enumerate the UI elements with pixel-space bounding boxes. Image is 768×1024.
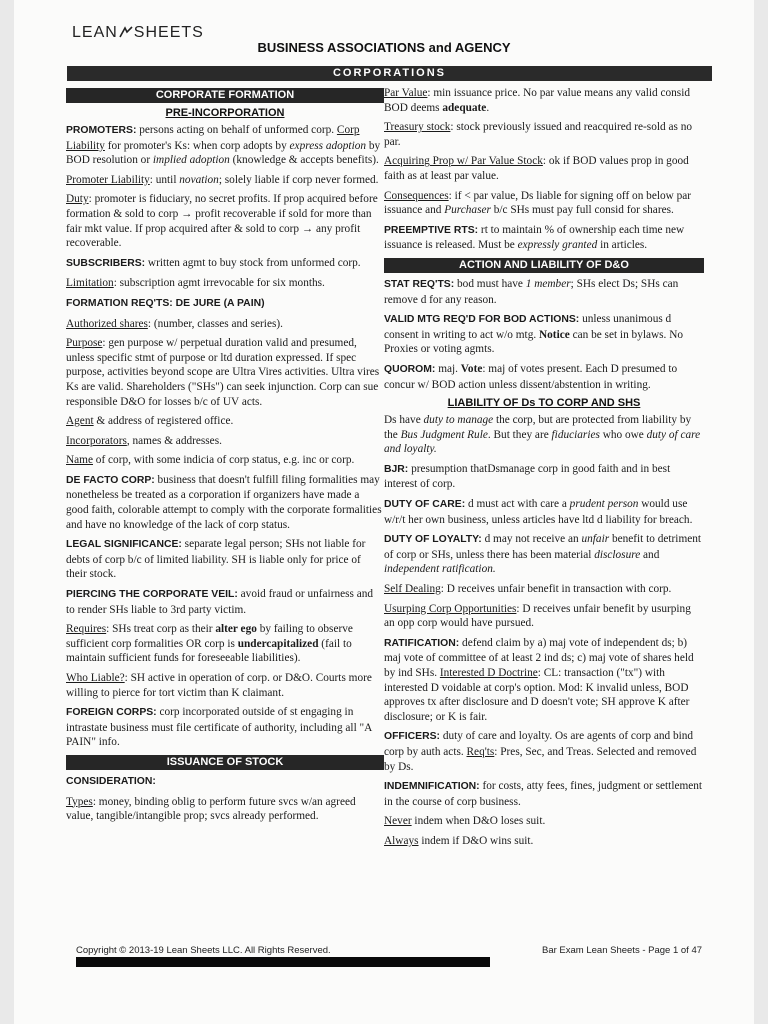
leaf-icon [118,26,134,38]
document-page [14,0,754,1024]
piercing-veil-paragraph: PIERCING THE CORPORATE VEIL: avoid fraud or unfairness and to render SHs liable to 3rd party victim. [66,588,374,616]
pre-incorporation-subheading: PRE-INCORPORATION [165,107,285,119]
authorized-shares-paragraph: Authorized shares: (number, classes and series). [66,317,283,330]
name-paragraph: Name of corp, with some indicia of corp status, e.g. inc or corp. [66,454,355,467]
valid-meeting-paragraph: VALID MTG REQ'D FOR BOD ACTIONS: unless unanimous d consent in writing to act w/o mtg. Notice can be set in bylaws. No Proxies or voting agmts. [384,313,684,356]
preemptive-rights-paragraph: PREEMPTIVE RTS: rt to maintain % of ownership each time new issuance is released. Must be expressly granted in articles. [384,223,685,252]
subscribers-paragraph: SUBSCRIBERS: written agmt to buy stock from unformed corp. [66,256,361,269]
duty-of-loyalty-paragraph: DUTY OF LOYALTY: d may not receive an unfair benefit to detriment of corp or SHs, unless there has been material disclosure and independent ratification. [384,533,702,576]
requires-paragraph: Requires: SHs treat corp as their alter ego by failing to observe sufficient corp formalities OR corp is undercapitalized (fail to maintain sufficient funds for foreseeable liabilities). [66,623,353,665]
consideration-heading: CONSIDERATION: [66,775,156,787]
foreign-corps-paragraph: FOREIGN CORPS: corp incorporated outside of st engaging in intrastate business must file certificate of authority, including all "A PAIN" info. [66,706,372,749]
section-band-label: CORPORATIONS [327,67,452,79]
copyright-text: Copyright © 2013-19 Lean Sheets LLC. All Rights Reserved. [76,945,331,956]
consequences-paragraph: Consequences: if < par value, Ds liable for signing off on below par issuance and Purchaser b/c SHs must pay full consid for shares. [384,189,692,217]
left-column [66,86,384,829]
de-facto-paragraph: DE FACTO CORP: business that doesn't fulfill filing formalities may nonetheless be treated as a corporation if organizers have made a good faith, colorable attempt to comply with the corporate formalities and have no knowledge of the lack of corp status. [66,473,382,531]
bjr-paragraph: BJR: presumption thatDsmanage corp in good faith and in best interest of corp. [384,462,671,491]
section-band [67,66,712,81]
document-title: BUSINESS ASSOCIATIONS and AGENCY [257,40,511,55]
limitation-paragraph: Limitation: subscription agmt irrevocable for six months. [66,277,325,290]
stat-reqs-paragraph: STAT REQ'TS: bod must have 1 member; SHs elect Ds; SHs can remove d for any reason. [384,277,679,306]
purpose-paragraph: Purpose: gen purpose w/ perpetual duration valid and presumed, unless specific stmt of purpose or ltd duration expressed. If spec purpose, activities beyond scope are Ultra Vires activities. Ultra vires Ks are valid. Shareholders ("SHs") can seek injunction. Corp can sue responsible D&O for losses b/c of UV acts. [66,337,380,408]
liability-subheading: LIABILITY OF Ds TO CORP AND SHS [447,397,641,410]
logo-text-right: SHEETS [133,24,204,41]
incorporators-paragraph: Incorporators, names & addresses. [66,434,222,447]
self-dealing-paragraph: Self Dealing: D receives unfair benefit in transaction with corp. [384,583,672,596]
formation-reqs-heading: FORMATION REQ'TS: DE JURE (A PAIN) [66,297,265,309]
duty-of-care-paragraph: DUTY OF CARE: d must act with care a prudent person would use w/r/t her own business, unless articles have ltd d liability for breach. [384,498,693,526]
treasury-stock-paragraph: Treasury stock: stock previously issued and reacquired re-sold as no par. [384,121,692,148]
promoters-paragraph: PROMOTERS: persons acting on behalf of unformed corp. Corp Liability for promoter's Ks: when corp adopts by express adoption by BOD resolution or implied adoption (knowledge & accepts benefits). [66,124,381,167]
logo-text-left: LEAN [72,24,118,41]
indemnification-paragraph: INDEMNIFICATION: for costs, atty fees, fines, judgment or settlement in the course of corp business. [384,780,703,808]
legal-significance-paragraph: LEGAL SIGNIFICANCE: separate legal person; SHs not liable for debts of corp b/c of limited liability. SH is liable only for price of their stock. [66,538,366,581]
quorum-paragraph: QUOROM: maj. Vote: maj of votes present. Each D presumed to concur w/ BOD action unless dissent/abstention in writing. [384,362,678,391]
corporate-formation-heading: CORPORATE FORMATION [66,88,384,103]
page-number: Bar Exam Lean Sheets - Page 1 of 47 [542,945,703,956]
action-liability-heading: ACTION AND LIABILITY OF D&O [384,258,704,273]
never-paragraph: Never indem when D&O loses suit. [384,815,546,828]
footer-rule [76,957,490,967]
officers-paragraph: OFFICERS: duty of care and loyalty. Os are agents of corp and bind corp by auth acts. Req'ts: Pres, Sec, and Treas. Selected and removed by Ds. [384,730,697,773]
duty-paragraph: Duty: promoter is fiduciary, no secret profits. If prop acquired before formation & sold to corp → profit recoverable if sold for more than fair mkt value. If prop acquired after & sold to corp → any profit recoverable. [66,193,378,250]
ds-duty-paragraph: Ds have duty to manage the corp, but are protected from liability by the Bus Judgment Rule. But they are fiduciaries who owe duty of care and loyalty. [384,414,701,456]
who-liable-paragraph: Who Liable?: SH active in operation of corp. or D&O. Courts more willing to pierce for tort victim than K claimant. [66,672,372,699]
agent-paragraph: Agent & address of registered office. [66,415,234,428]
usurping-paragraph: Usurping Corp Opportunities: D receives unfair benefit by usurping an opp corp would have pursued. [384,602,691,630]
types-paragraph: Types: money, binding oblig to perform future svcs w/an agreed value, tangible/intangible prop; svcs already performed. [66,795,356,823]
issuance-of-stock-heading: ISSUANCE OF STOCK [66,755,384,770]
par-value-paragraph: Par Value: min issuance price. No par value means any valid consid BOD deems adequate. [384,87,690,114]
right-column [384,86,704,854]
always-paragraph: Always indem if D&O wins suit. [384,834,534,847]
acquiring-prop-paragraph: Acquiring Prop w/ Par Value Stock: ok if BOD values prop in good faith as at least par value. [384,155,689,182]
promoter-liability-paragraph: Promoter Liability: until novation; solely liable if corp never formed. [66,173,379,186]
ratification-paragraph: RATIFICATION: defend claim by a) maj vote of independent ds; b) maj vote of committee of at least 2 ind ds; c) maj vote of shares held by ind SHs. Interested D Doctrine: CL: transaction ("tx") with interested D voidable at corp's option. Mod: K invalid unless, BOD approves tx after disclosure and D doesn't vote; SH approve K after disclosure; or K is fair. [384,636,694,723]
